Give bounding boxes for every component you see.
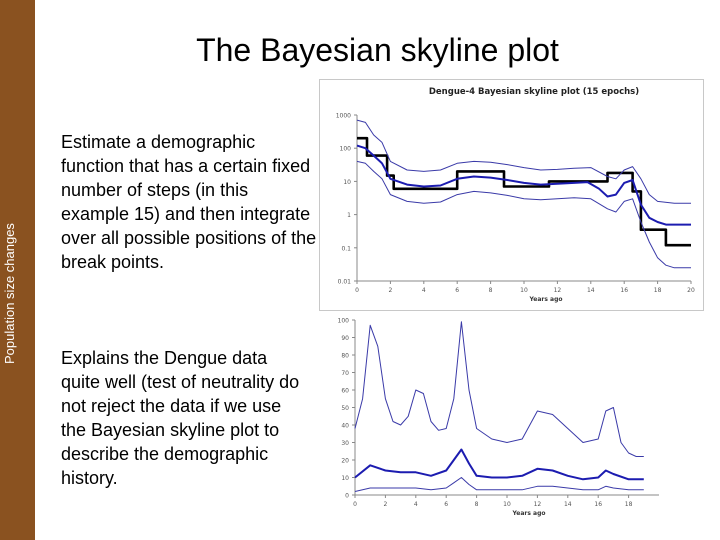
skyline-chart-linear <box>333 312 693 520</box>
y-tick-label: 90 <box>341 335 349 342</box>
y-tick-label: 70 <box>341 370 349 377</box>
y-tick-label: 10 <box>341 475 349 482</box>
x-axis-label: Years ago <box>529 296 563 303</box>
x-tick-label: 20 <box>687 287 695 294</box>
x-tick-label: 18 <box>624 501 633 508</box>
y-tick-label: 1000 <box>335 112 351 120</box>
y-tick-label: 20 <box>341 457 349 465</box>
chart-background <box>333 312 693 520</box>
y-tick-label: 80 <box>341 352 349 360</box>
y-tick-label: 0 <box>345 492 349 500</box>
y-tick-label: 1 <box>347 212 351 220</box>
y-tick-label: 40 <box>341 422 349 430</box>
x-tick-label: 6 <box>444 501 449 508</box>
y-tick-label: 50 <box>341 405 349 412</box>
x-tick-label: 16 <box>620 287 629 294</box>
y-tick-label: 0.1 <box>341 245 351 253</box>
x-axis-label: Years ago <box>512 510 546 517</box>
x-tick-label: 2 <box>383 501 388 508</box>
chart-background <box>319 79 704 311</box>
y-tick-label: 30 <box>341 440 349 447</box>
x-tick-label: 18 <box>653 287 662 294</box>
x-tick-label: 8 <box>488 287 493 294</box>
x-tick-label: 12 <box>553 287 562 294</box>
side-label-text: Population size changes <box>2 223 17 364</box>
x-tick-label: 10 <box>520 287 528 294</box>
x-tick-label: 14 <box>563 501 572 508</box>
x-tick-label: 12 <box>533 501 542 508</box>
y-tick-label: 60 <box>341 387 349 395</box>
slide-title: The Bayesian skyline plot <box>196 32 559 68</box>
y-tick-label: 0.01 <box>337 278 351 286</box>
text-block-1: Estimate a demographic function that has a certain fixed number of steps (in this example 15) and then integrate over all possible positions of the break points. <box>61 132 317 272</box>
x-tick-label: 2 <box>388 287 393 294</box>
y-tick-label: 100 <box>337 317 349 325</box>
x-tick-label: 10 <box>503 501 511 508</box>
x-tick-label: 0 <box>355 287 359 294</box>
y-tick-label: 10 <box>343 178 351 186</box>
x-tick-label: 14 <box>586 287 595 294</box>
skyline-chart-log <box>319 79 704 311</box>
text-block-2: Explains the Dengue data quite well (test of neutrality do not reject the data if we use the Bayesian skyline plot to describe the demographic history. <box>61 348 300 488</box>
x-tick-label: 4 <box>413 501 418 508</box>
x-tick-label: 0 <box>353 501 357 508</box>
x-tick-label: 4 <box>421 287 426 294</box>
chart-title: Dengue-4 Bayesian skyline plot (15 epochs) <box>428 87 640 97</box>
x-tick-label: 16 <box>594 501 603 508</box>
x-tick-label: 6 <box>455 287 460 294</box>
x-tick-label: 8 <box>474 501 479 508</box>
y-tick-label: 100 <box>339 145 351 153</box>
